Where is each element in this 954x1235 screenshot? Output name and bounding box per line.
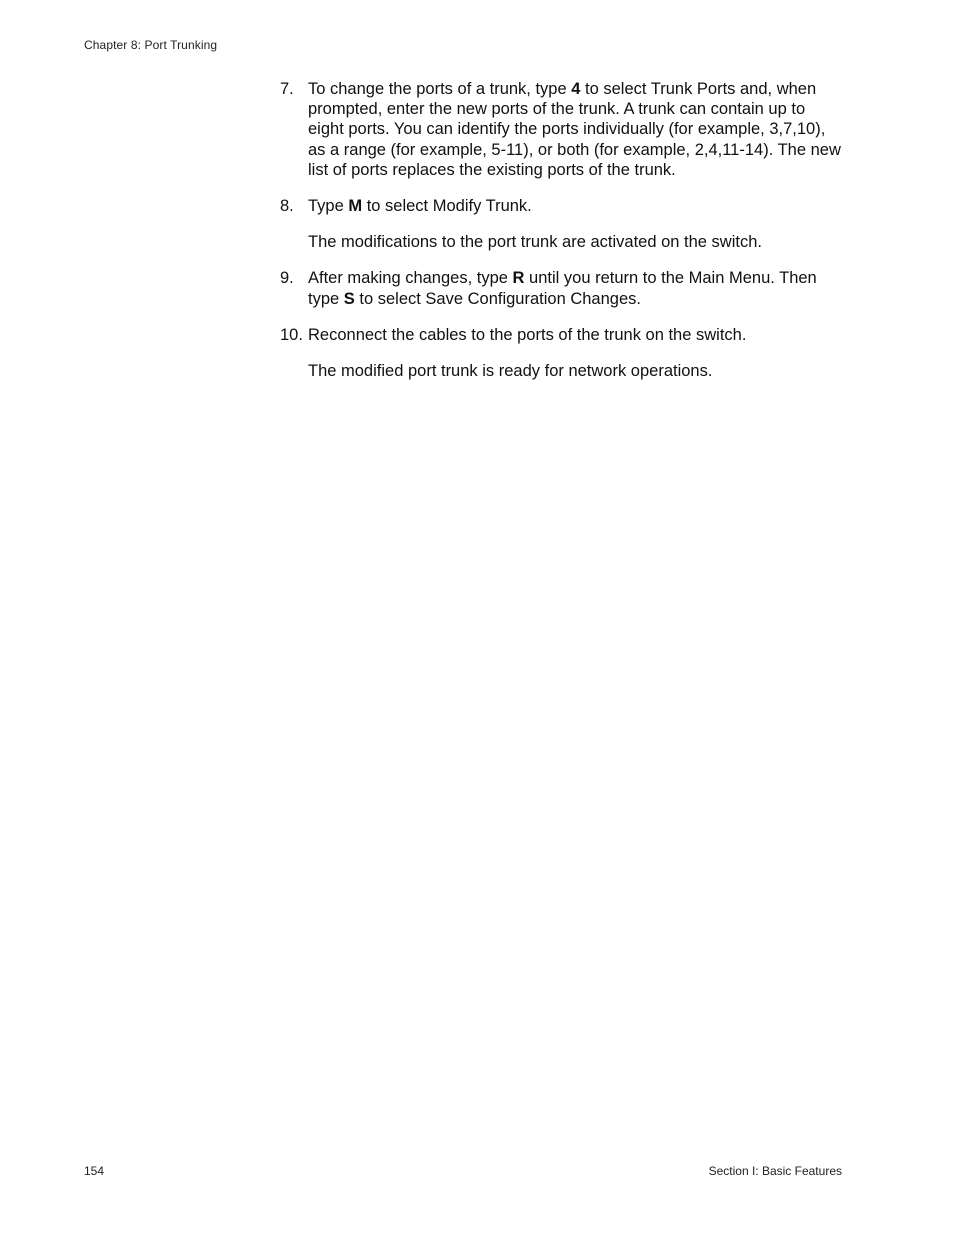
step-text (308, 268, 845, 308)
running-footer-section: Section I: Basic Features (708, 1164, 842, 1178)
step-10 (280, 325, 845, 345)
step-key: S (343, 289, 355, 308)
step-9 (280, 268, 845, 308)
step-8-result: The modifications to the port trunk are activated on the switch. (308, 233, 762, 252)
step-text-part: to select Save Configuration Changes. (354, 289, 641, 308)
page-number: 154 (84, 1164, 105, 1178)
procedure-steps (280, 79, 845, 397)
step-text (308, 79, 845, 180)
step-text-part: to select Modify Trunk. (362, 197, 532, 216)
step-number: 7. (280, 80, 294, 98)
step-key: 4 (571, 80, 581, 98)
step-text-part: After making changes, type (308, 269, 513, 288)
step-10-result: The modified port trunk is ready for network operations. (308, 362, 713, 381)
step-7 (280, 79, 845, 180)
step-key: M (348, 197, 363, 216)
step-number: 9. (280, 269, 294, 288)
step-text (308, 196, 845, 216)
step-text: Reconnect the cables to the ports of the trunk on the switch. (308, 325, 747, 344)
step-8 (280, 196, 845, 216)
step-text-part: until you return to the Main Menu. Then type (308, 269, 817, 308)
step-number: 8. (280, 197, 294, 216)
step-number: 10. (280, 325, 303, 344)
step-key: R (512, 269, 525, 288)
step-text-part: Type (308, 197, 349, 216)
step-text-part: To change the ports of a trunk, type (308, 80, 572, 98)
running-header: Chapter 8: Port Trunking (84, 38, 218, 52)
step-text-part: to select Trunk Ports and, when prompted, enter the new ports of the trunk. A trunk can contain up to eight ports. You can identify the ports individually (for example, 3,7,10), as a range (for example, 5-11), or both (for example, 2,4,11-14). The new list of ports replaces the existing ports of the trunk. (308, 80, 841, 179)
